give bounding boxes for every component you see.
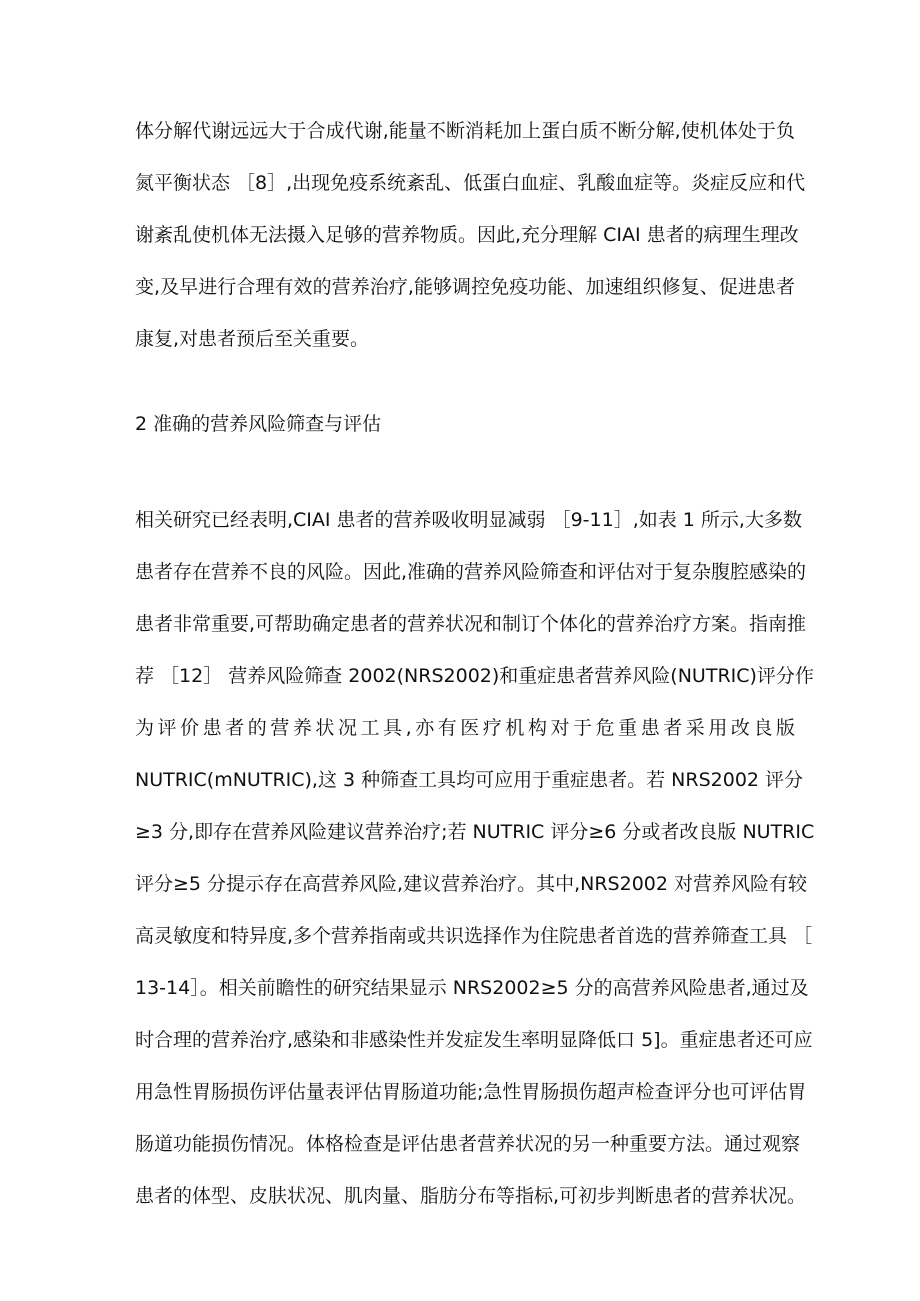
body-text-line: 相关研究已经表明,CIAI 患者的营养吸收明显减弱 ［9-11］,如表 1 所示,大多数 xyxy=(135,509,802,531)
body-text-line: 时合理的营养治疗,感染和非感染性并发症发生率明显降低口 5]。重症患者还可应 xyxy=(135,1029,813,1051)
body-text-line: ≥3 分,即存在营养风险建议营养治疗;若 NUTRIC 评分≥6 分或者改良版 NUTRIC xyxy=(135,821,815,843)
body-text-line: 评分≥5 分提示存在高营养风险,建议营养治疗。其中,NRS2002 对营养风险有较 xyxy=(135,873,807,895)
body-text-line: 肠道功能损伤情况。体格检查是评估患者营养状况的另一种重要方法。通过观察 xyxy=(135,1133,801,1155)
body-text-line: 患者的体型、皮肤状况、肌肉量、脂肪分布等指标,可初步判断患者的营养状况。 xyxy=(135,1185,807,1207)
body-text-line: 康复,对患者预后至关重要。 xyxy=(135,328,370,350)
body-text-line: 体分解代谢远远大于合成代谢,能量不断消耗加上蛋白质不断分解,使机体处于负 xyxy=(135,120,795,142)
body-text-line: 为评价患者的营养状况工具,亦有医疗机构对于危重患者采用改良版 xyxy=(135,717,795,739)
body-text-line: 高灵敏度和特异度,多个营养指南或共识选择作为住院患者首选的营养筛查工具 ［ xyxy=(135,925,813,947)
body-text-line: 荐 ［12］ 营养风险筛查 2002(NRS2002)和重症患者营养风险(NUTRIC)评分作 xyxy=(135,665,814,687)
body-text-line: 谢紊乱使机体无法摄入足够的营养物质。因此,充分理解 CIAI 患者的病理生理改 xyxy=(135,224,799,246)
body-text-line: 患者存在营养不良的风险。因此,准确的营养风险筛查和评估对于复杂腹腔感染的 xyxy=(135,561,807,583)
body-text-line: 变,及早进行合理有效的营养治疗,能够调控免疫功能、加速组织修复、促进患者 xyxy=(135,276,795,298)
body-text-line: 用急性胃肠损伤评估量表评估胃肠道功能;急性胃肠损伤超声检查评分也可评估胃 xyxy=(135,1081,807,1103)
section-heading: 2 准确的营养风险筛查与评估 xyxy=(135,413,382,435)
body-text-line: 氮平衡状态 ［8］,出现免疫系统紊乱、低蛋白血症、乳酸血症等。炎症反应和代 xyxy=(135,172,806,194)
body-text-line: 13-14］。相关前瞻性的研究结果显示 NRS2002≥5 分的高营养风险患者,通过及 xyxy=(135,977,809,999)
body-text-line: NUTRIC(mNUTRIC),这 3 种筛查工具均可应用于重症患者。若 NRS2002 评分 xyxy=(135,769,804,791)
body-text-line: 患者非常重要,可帮助确定患者的营养状况和制订个体化的营养治疗方案。指南推 xyxy=(135,613,807,635)
